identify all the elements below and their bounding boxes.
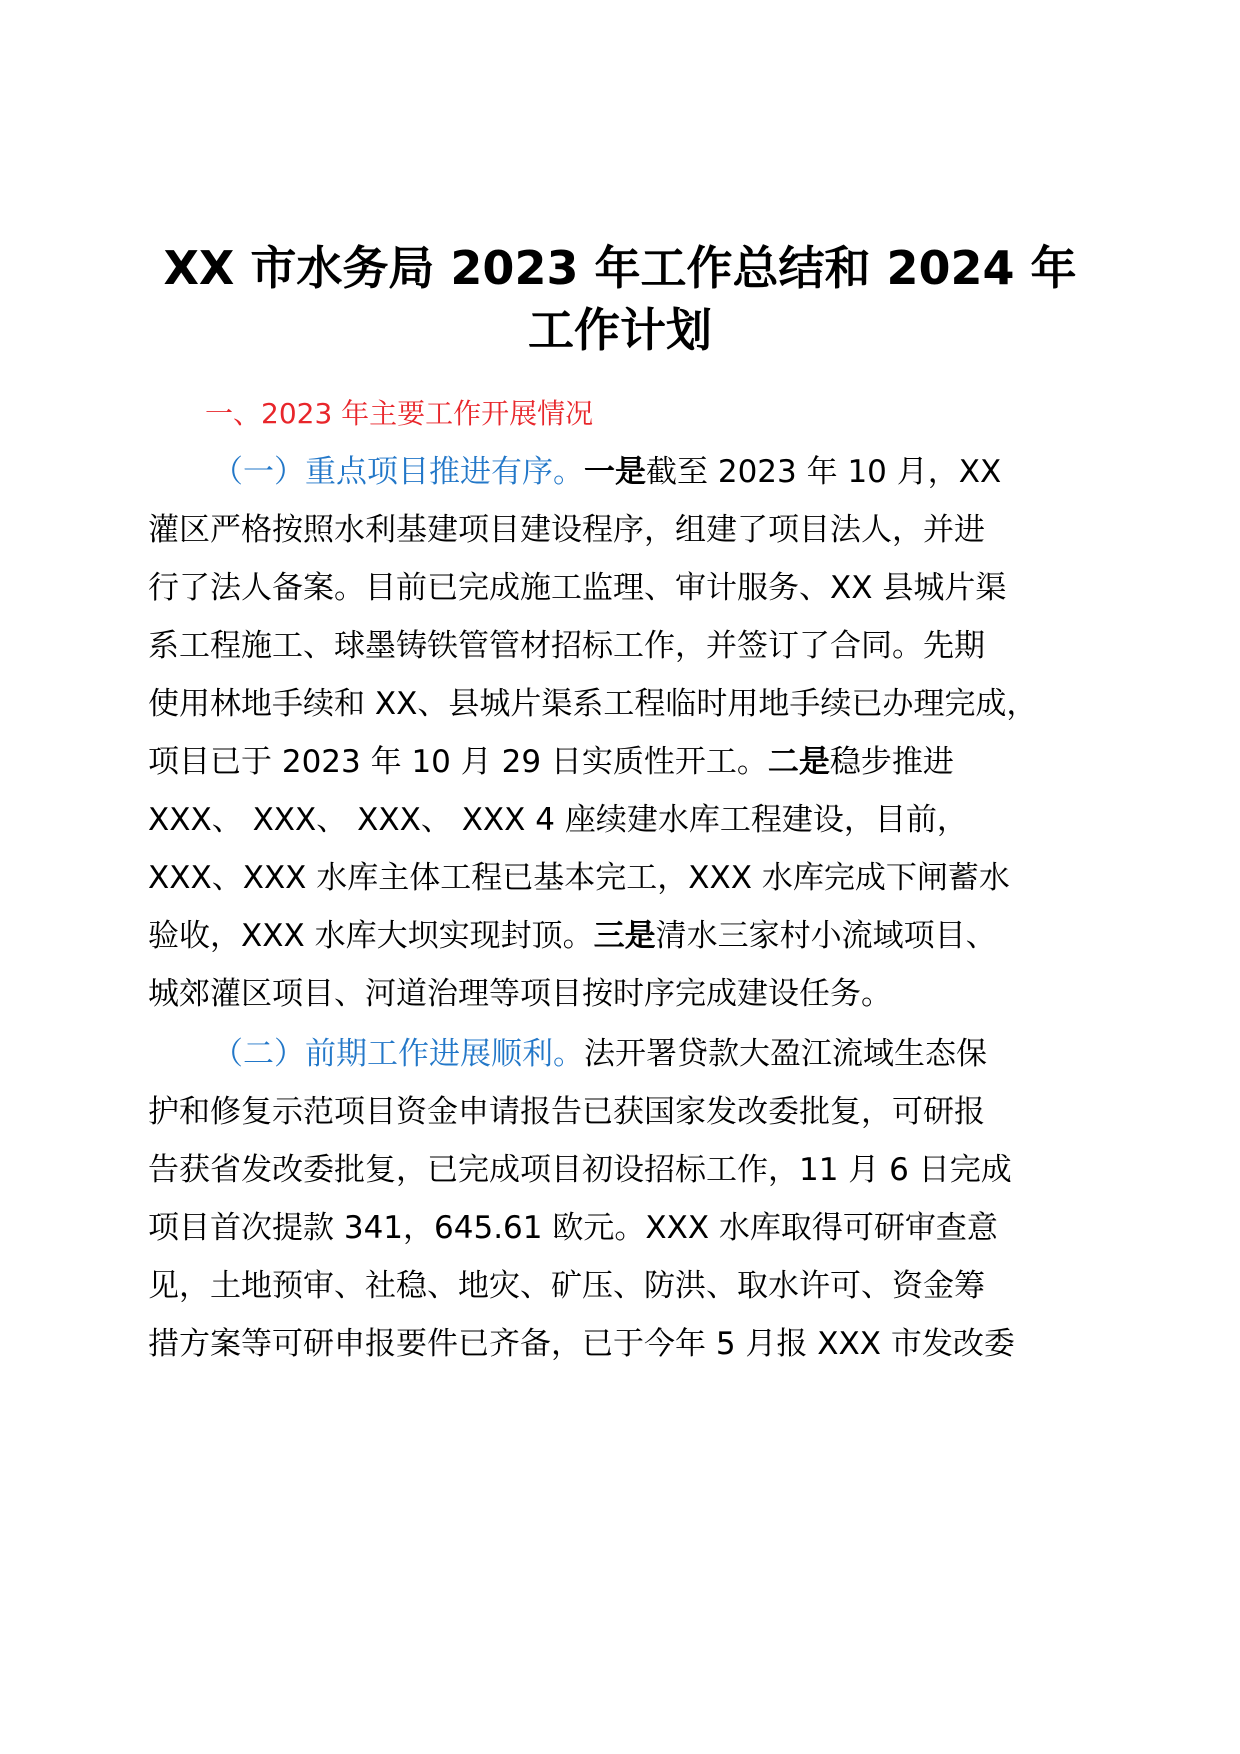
paragraph-2-line: 护和修复示范项目资金申请报告已获国家发改委批复，可研报 — [148, 1094, 985, 1130]
paragraph-2-line: 告获省发改委批复，已完成项目初设招标工作，11 月 6 日完成 — [148, 1152, 1012, 1188]
paragraph-1-line: XXX、XXX 水库主体工程已基本完工，XXX 水库完成下闸蓄水 — [148, 860, 1010, 896]
paragraph-text: 项目已于 2023 年 10 月 29 日实质性开工。 — [148, 744, 768, 780]
paragraph-text: 稳步推进 — [829, 744, 954, 780]
doc-title-line-2: 工作计划 — [528, 303, 712, 357]
paragraph-text: 截至 2023 年 10 月，XX — [646, 454, 1002, 490]
paragraph-2-line — [212, 1034, 987, 1074]
paragraph-1-line: 灌区严格按照水利基建项目建设程序，组建了项目法人，并进 — [148, 512, 985, 548]
lead-two: 二是 — [767, 744, 830, 780]
paragraph-1-line: 城郊灌区项目、河道治理等项目按时序完成建设任务。 — [148, 976, 892, 1012]
subheading-2: （二）前期工作进展顺利。 — [212, 1036, 584, 1072]
paragraph-1-line — [212, 452, 1001, 492]
paragraph-1-line: 使用林地手续和 XX、县城片渠系工程临时用地手续已办理完成， — [148, 686, 1038, 722]
paragraph-1-line: XXX、 XXX、 XXX、 XXX 4 座续建水库工程建设，目前， — [148, 802, 968, 838]
paragraph-1-line: 行了法人备案。目前已完成施工监理、审计服务、XX 县城片渠 — [148, 570, 1007, 606]
paragraph-text: 清水三家村小流域项目、 — [655, 918, 997, 954]
paragraph-text: 验收，XXX 水库大坝实现封顶。 — [148, 918, 594, 954]
subheading-1: （一）重点项目推进有序。 — [212, 454, 584, 490]
paragraph-text: 法开署贷款大盈江流域生态保 — [584, 1036, 987, 1072]
section-heading: 一、2023 年主要工作开展情况 — [205, 397, 594, 430]
paragraph-2-line: 项目首次提款 341，645.61 欧元。XXX 水库取得可研审查意 — [148, 1210, 998, 1246]
paragraph-1-line — [148, 916, 997, 956]
doc-title-line-1: XX 市水务局 2023 年工作总结和 2024 年 — [163, 241, 1077, 295]
paragraph-2-line: 措方案等可研申报要件已齐备，已于今年 5 月报 XXX 市发改委 — [148, 1326, 1015, 1362]
lead-one: 一是 — [584, 454, 646, 490]
paragraph-1-line — [148, 742, 954, 782]
lead-three: 三是 — [593, 918, 656, 954]
paragraph-1-line: 系工程施工、球墨铸铁管管材招标工作，并签订了合同。先期 — [148, 628, 985, 664]
paragraph-2-line: 见，土地预审、社稳、地灾、矿压、防洪、取水许可、资金筹 — [148, 1268, 985, 1304]
